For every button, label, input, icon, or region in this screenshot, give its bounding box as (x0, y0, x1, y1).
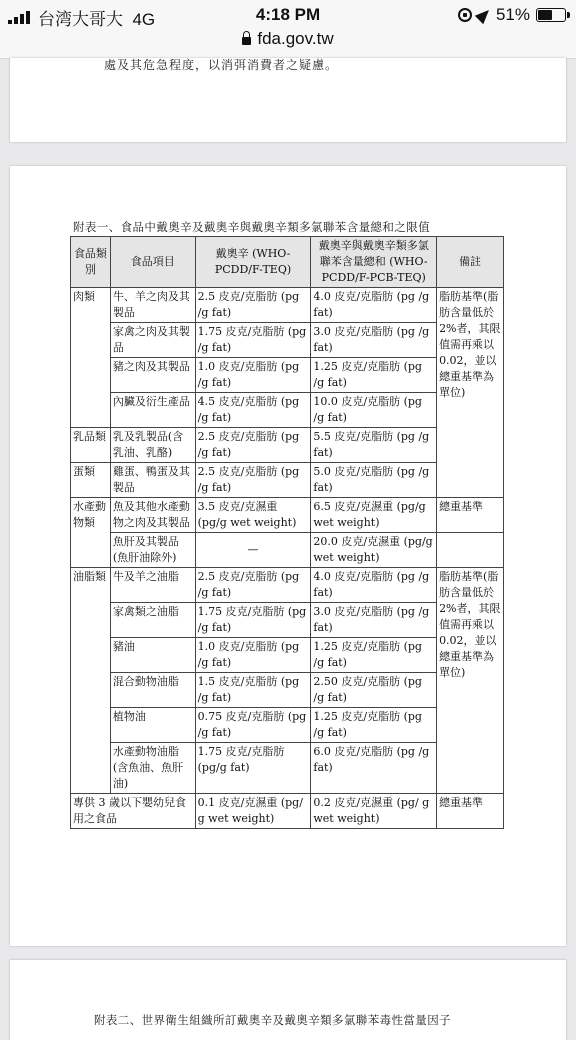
dioxin-cell: 1.5 皮克/克脂肪 (pg /g fat) (195, 673, 311, 708)
dioxin-cell: 2.5 皮克/克脂肪 (pg /g fat) (195, 463, 311, 498)
category-cell: 專供 3 歲以下嬰幼兒食用之食品 (71, 794, 196, 829)
table-row (71, 533, 504, 568)
dioxin-cell: — (195, 533, 311, 568)
category-cell: 肉類 (71, 288, 111, 428)
dioxin-cell: 2.5 皮克/克脂肪 (pg /g fat) (195, 428, 311, 463)
total-cell: 1.25 皮克/克脂肪 (pg /g fat) (311, 708, 437, 743)
address-bar[interactable] (0, 29, 576, 49)
dioxin-cell: 0.75 皮克/克脂肪 (pg /g fat) (195, 708, 311, 743)
item-cell: 牛及羊之油脂 (110, 568, 195, 603)
total-cell: 4.0 皮克/克脂肪 (pg /g fat) (311, 568, 437, 603)
battery-icon (536, 8, 566, 22)
item-cell: 家禽類之油脂 (110, 603, 195, 638)
header-item: 食品項目 (110, 237, 195, 288)
total-cell: 20.0 皮克/克濕重 (pg/g wet weight) (311, 533, 437, 568)
item-cell: 豬油 (110, 638, 195, 673)
table-row (71, 794, 504, 829)
category-cell: 水產動物類 (71, 498, 111, 568)
total-cell: 1.25 皮克/克脂肪 (pg /g fat) (311, 638, 437, 673)
category-cell: 油脂類 (71, 568, 111, 794)
total-cell: 2.50 皮克/克脂肪 (pg /g fat) (311, 673, 437, 708)
header-dioxin: 戴奧辛 (WHO-PCDD/F-TEQ) (195, 237, 311, 288)
item-cell: 牛、羊之肉及其製品 (110, 288, 195, 323)
item-cell: 混合動物油脂 (110, 673, 195, 708)
status-bar (0, 0, 576, 59)
table-row (71, 288, 504, 323)
category-cell: 乳品類 (71, 428, 111, 463)
item-cell: 植物油 (110, 708, 195, 743)
note-cell: 總重基準 (437, 498, 504, 533)
network-type: 4G (132, 10, 156, 29)
location-arrow-icon (475, 6, 493, 24)
battery-percent: 51% (495, 5, 530, 24)
item-cell: 乳及乳製品(含乳油、乳酪) (110, 428, 195, 463)
header-total: 戴奧辛與戴奧辛類多氯聯苯含量總和 (WHO-PCDD/F-PCB-TEQ) (311, 237, 437, 288)
item-cell: 魚肝及其製品(魚肝油除外) (110, 533, 195, 568)
dioxin-cell: 1.75 皮克/克脂肪 (pg /g fat) (195, 323, 311, 358)
url-text: fda.gov.tw (257, 29, 334, 48)
note-cell: 脂肪基準(脂肪含量低於 2%者，其限值需再乘以 0.02，並以總重基準為單位) (437, 288, 504, 498)
category-cell: 蛋類 (71, 463, 111, 498)
total-cell: 10.0 皮克/克脂肪 (pg /g fat) (311, 393, 437, 428)
header-note: 備註 (437, 237, 504, 288)
dioxin-limits-table (70, 236, 504, 829)
document-page (10, 960, 566, 1040)
rotation-lock-icon (458, 8, 472, 22)
total-cell: 5.0 皮克/克脂肪 (pg /g fat) (311, 463, 437, 498)
total-cell: 4.0 皮克/克脂肪 (pg /g fat) (311, 288, 437, 323)
table-caption: 附表二、世界衛生組織所訂戴奧辛及戴奧辛類多氯聯苯毒性當量因子 (94, 1013, 451, 1027)
table-row (71, 498, 504, 533)
total-cell: 6.0 皮克/克脂肪 (pg /g fat) (311, 743, 437, 794)
dioxin-cell: 1.75 皮克/克脂肪 (pg /g fat) (195, 603, 311, 638)
dioxin-cell: 2.5 皮克/克脂肪 (pg /g fat) (195, 568, 311, 603)
dioxin-cell: 0.1 皮克/克濕重 (pg/ g wet weight) (195, 794, 311, 829)
note-cell-empty (437, 533, 504, 568)
table-caption: 附表一、食品中戴奧辛及戴奧辛與戴奧辛類多氯聯苯含量總和之限值 (73, 220, 430, 234)
paragraph-line: 處及其危急程度，以消弭消費者之疑慮。 (104, 58, 339, 72)
dioxin-cell: 1.0 皮克/克脂肪 (pg /g fat) (195, 638, 311, 673)
dioxin-cell: 1.0 皮克/克脂肪 (pg /g fat) (195, 358, 311, 393)
note-cell: 脂肪基準(脂肪含量低於 2%者，其限值需再乘以 0.02，並以總重基準為單位) (437, 568, 504, 794)
dioxin-cell: 3.5 皮克/克濕重 (pg/g wet weight) (195, 498, 311, 533)
dioxin-cell: 1.75 皮克/克脂肪(pg/g fat) (195, 743, 311, 794)
item-cell: 豬之肉及其製品 (110, 358, 195, 393)
item-cell: 內臟及衍生產品 (110, 393, 195, 428)
table-header-row (71, 237, 504, 288)
carrier-label: 台湾大哥大 4G (38, 10, 156, 29)
item-cell: 雞蛋、鴨蛋及其製品 (110, 463, 195, 498)
document-page (10, 58, 566, 142)
total-cell: 0.2 皮克/克濕重 (pg/ g wet weight) (311, 794, 437, 829)
total-cell: 3.0 皮克/克脂肪 (pg /g fat) (311, 603, 437, 638)
total-cell: 6.5 皮克/克濕重 (pg/g wet weight) (311, 498, 437, 533)
clock: 4:18 PM (255, 5, 321, 24)
table-row (71, 568, 504, 603)
item-cell: 水產動物油脂(含魚油、魚肝油) (110, 743, 195, 794)
item-cell: 魚及其他水產動物之肉及其製品 (110, 498, 195, 533)
dioxin-cell: 4.5 皮克/克脂肪 (pg /g fat) (195, 393, 311, 428)
document-page (10, 166, 566, 946)
header-category: 食品類別 (71, 237, 111, 288)
total-cell: 5.5 皮克/克脂肪 (pg /g fat) (311, 428, 437, 463)
total-cell: 3.0 皮克/克脂肪 (pg /g fat) (311, 323, 437, 358)
total-cell: 1.25 皮克/克脂肪 (pg /g fat) (311, 358, 437, 393)
item-cell: 家禽之肉及其製品 (110, 323, 195, 358)
dioxin-cell: 2.5 皮克/克脂肪 (pg /g fat) (195, 288, 311, 323)
lock-icon (242, 37, 251, 45)
note-cell: 總重基準 (437, 794, 504, 829)
